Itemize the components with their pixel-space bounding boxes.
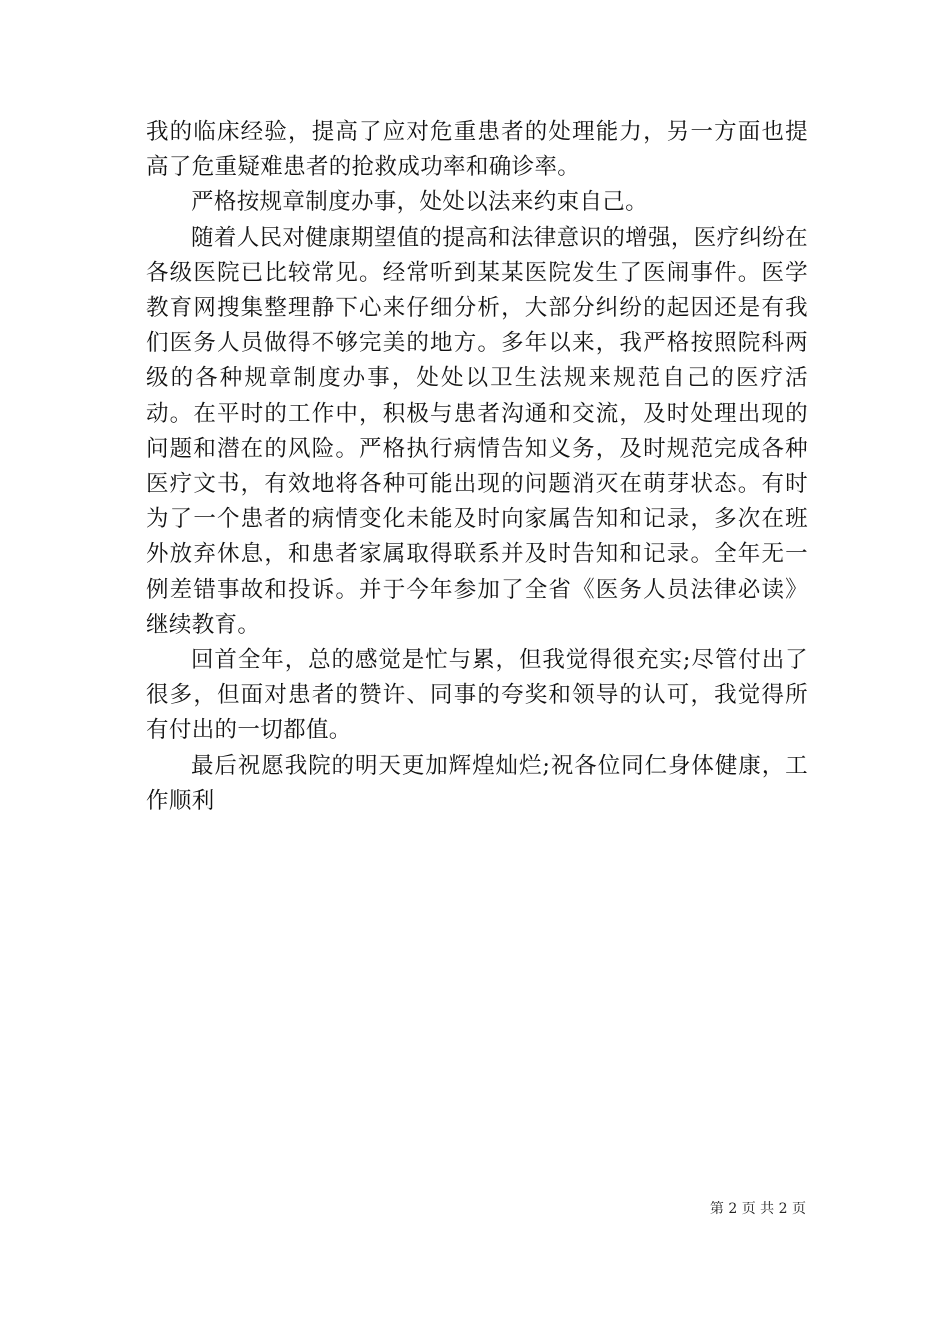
page-number-footer: 第 2 页 共 2 页 bbox=[709, 1201, 806, 1217]
paragraph-clinical-experience: 我的临床经验，提高了应对危重患者的处理能力，另一方面也提高了危重疑难患者的抢救成功率和确诊率。 bbox=[146, 119, 808, 181]
paragraph-regulations-heading: 严格按规章制度办事，处处以法来约束自己。 bbox=[191, 189, 649, 216]
paragraph-year-review: 回首全年，总的感觉是忙与累，但我觉得很充实;尽管付出了很多，但面对患者的赞许、同事的夸奖和领导的认可，我觉得所有付出的一切都值。 bbox=[146, 647, 808, 744]
paragraph-closing-wishes: 最后祝愿我院的明天更加辉煌灿烂;祝各位同仁身体健康，工作顺利 bbox=[146, 752, 808, 814]
paragraph-medical-disputes: 随着人民对健康期望值的提高和法律意识的增强，医疗纠纷在各级医院已比较常见。经常听到某某医院发生了医闹事件。医学教育网搜集整理静下心来仔细分析，大部分纠纷的起因还是有我们医务人员做得不够完美的地方。多年以来，我严格按照院科两级的各种规章制度办事，处处以卫生法规来规范自己的医疗活动。在平时的工作中，积极与患者沟通和交流，及时处理出现的问题和潜在的风险。严格执行病情告知义务，及时规范完成各种医疗文书，有效地将各种可能出现的问题消灭在萌芽状态。有时为了一个患者的病情变化未能及时向家属告知和记录，多次在班外放弃休息，和患者家属取得联系并及时告知和记录。全年无一例差错事故和投诉。并于今年参加了全省《医务人员法律必读》继续教育。 bbox=[146, 224, 808, 638]
document-body bbox=[146, 115, 808, 819]
